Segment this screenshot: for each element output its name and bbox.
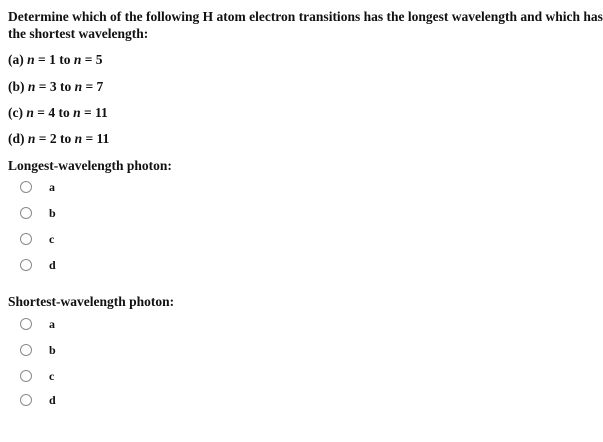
longest-option-d[interactable] [20, 257, 56, 273]
option-label: c [49, 368, 55, 383]
radio-button[interactable] [20, 259, 32, 271]
option-label: a [49, 316, 55, 331]
option-label: b [49, 342, 56, 357]
question-text [8, 8, 603, 42]
shortest-option-b[interactable] [20, 342, 56, 358]
shortest-option-c[interactable] [20, 368, 54, 384]
shortest-option-a[interactable] [20, 316, 55, 332]
longest-option-a[interactable] [20, 179, 55, 195]
option-label: d [49, 392, 56, 407]
radio-button[interactable] [20, 370, 32, 382]
transition-a: (a) n = 1 to n = 5 [8, 52, 103, 67]
shortest-heading: Shortest-wavelength photon: [8, 294, 175, 309]
question-line-2: the shortest wavelength: [8, 26, 149, 41]
radio-button[interactable] [20, 233, 32, 245]
shortest-option-d[interactable] [20, 392, 56, 408]
radio-button[interactable] [20, 394, 32, 406]
radio-button[interactable] [20, 181, 32, 193]
longest-heading: Longest-wavelength photon: [8, 158, 172, 173]
transition-c: (c) n = 4 to n = 11 [8, 105, 108, 120]
longest-option-b[interactable] [20, 205, 56, 221]
question-line-1: Determine which of the following H atom electron transitions has the longest wavelength and which has [8, 9, 603, 24]
radio-button[interactable] [20, 318, 32, 330]
radio-button[interactable] [20, 207, 32, 219]
longest-option-c[interactable] [20, 231, 54, 247]
option-label: b [49, 205, 56, 220]
option-label: c [49, 231, 55, 246]
option-label: d [49, 257, 56, 272]
radio-button[interactable] [20, 344, 32, 356]
option-label: a [49, 179, 55, 194]
transition-b: (b) n = 3 to n = 7 [8, 79, 104, 94]
transition-d: (d) n = 2 to n = 11 [8, 131, 110, 146]
